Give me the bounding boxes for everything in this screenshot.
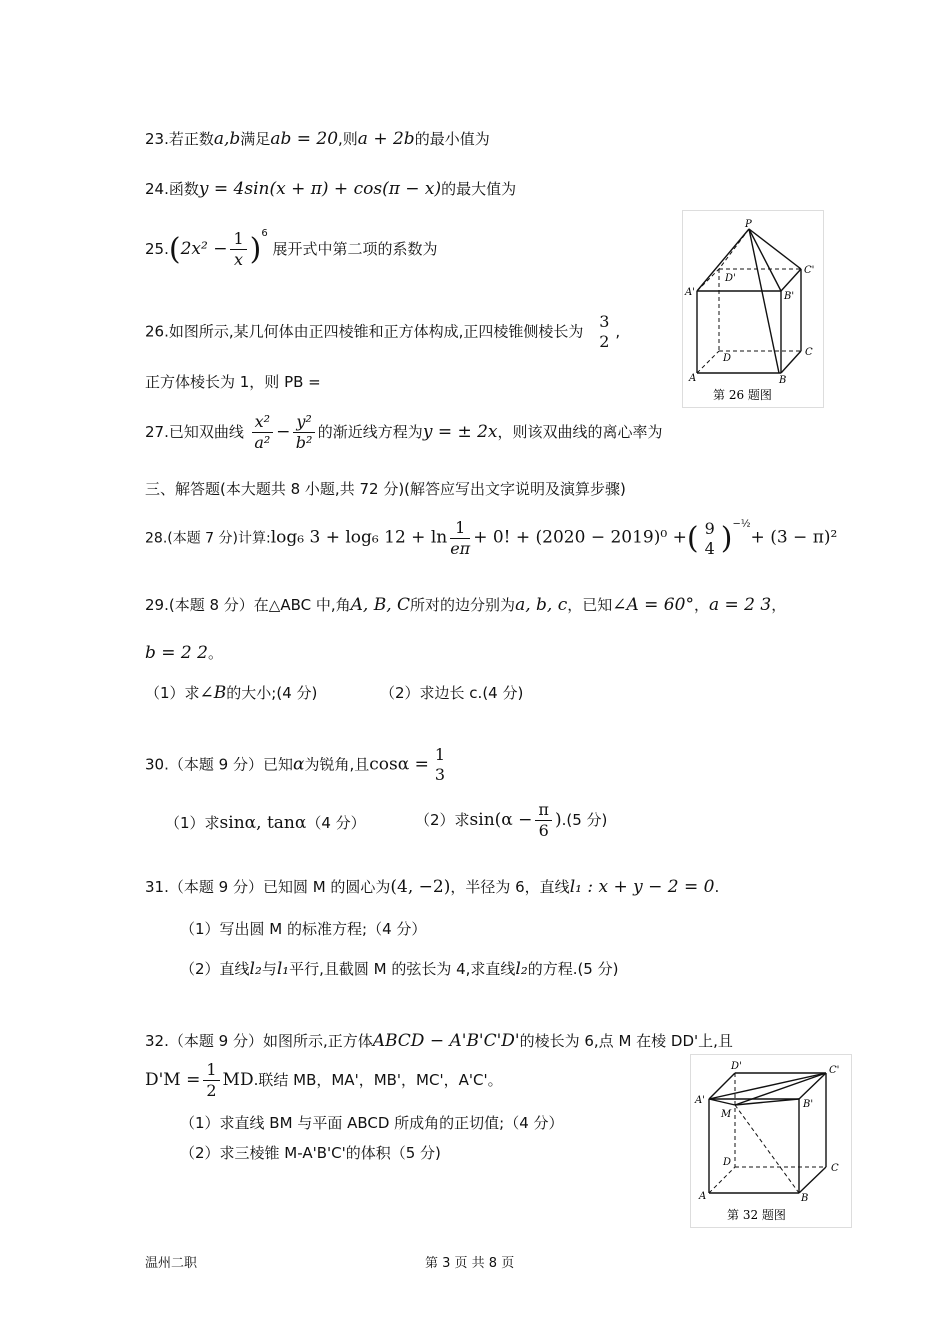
question-31 [145,876,719,897]
text: 的棱长为 6,点 M 在棱 DD'上,且 [519,1032,733,1050]
numerator: π [535,800,552,821]
paren-close: ) [720,521,733,556]
denominator: 2 [599,332,610,351]
figure-caption: 第 26 题图 [713,388,772,402]
numerator: x² [252,412,273,433]
text: （2）直线 [180,960,250,978]
fraction-x [252,412,273,453]
text: .联结 MB，MA'，MB'，MC'，A'C'。 [253,1071,503,1089]
math: y = ± 2x [422,422,498,442]
question-number: 25. [145,240,169,258]
label-a1: A' [695,1095,705,1106]
question-30-part1 [165,812,366,833]
label-b1: B' [803,1099,814,1110]
text: 若正数 [168,130,214,148]
question-32 [145,1030,733,1051]
label-d1: D' [725,273,736,284]
label-c: C [805,347,813,358]
fraction [203,1060,219,1101]
label-b: B [779,375,787,386]
text: 与 [261,960,277,978]
question-number: 27. [145,423,169,441]
fraction [596,312,612,352]
question-28 [145,518,837,559]
question-31-part2 [180,958,618,979]
label-c1: C' [829,1065,840,1076]
question-23 [145,128,490,149]
exponent: 6 [261,228,268,239]
label-c1: C' [804,265,815,276]
text: 。 [207,644,223,662]
math: MD [222,1070,254,1090]
label-a: A [699,1191,707,1202]
label-m: M [721,1109,732,1120]
exponent: −½ [732,518,751,530]
fraction [535,800,552,841]
denominator: x [234,250,244,269]
question-29-line2 [145,642,223,663]
text: 的渐近线方程为 [317,423,423,441]
cube-diagram [691,1055,851,1227]
question-24 [145,178,516,199]
text: （4 分） [306,814,366,832]
math: l₁ [276,959,290,979]
numerator: 1 [450,518,470,539]
text: 为锐角,且 [304,755,370,774]
math: A, B, C [350,595,411,615]
label-d: D [723,353,732,364]
math: D'M = [145,1070,201,1090]
text: ，则该双曲线的离心率为 [497,423,663,441]
text: .(5 分) [561,811,608,829]
denominator: eπ [450,539,471,558]
question-27 [145,412,663,453]
question-31-part1: （1）写出圆 M 的标准方程;（4 分） [180,920,427,938]
denominator: 2 [206,1081,217,1100]
math: + (3 − π)² [750,527,838,548]
numerator: 1 [230,229,246,250]
question-number: 24. [145,180,169,198]
text: 函数 [168,180,199,198]
question-number: 32. [145,1032,169,1050]
math: ABCD − A'B'C'D' [372,1031,520,1051]
page-number: 第 3 页 共 8 页 [425,1256,515,1271]
figure-26 [682,210,824,408]
label-a1: A' [685,287,695,298]
numerator: 1 [203,1060,219,1081]
denominator: 3 [434,765,446,784]
math: (4, −2) [390,877,451,897]
question-32-part2: （2）求三棱锥 M-A'B'C'的体积（5 分) [180,1144,441,1162]
text: （本题 9 分）已知 [168,755,293,774]
text: ， [771,596,787,614]
text: (本题 7 分)计算: [167,530,271,547]
numerator: y² [293,412,314,433]
math: cosα = [369,754,429,775]
math: l₂ [249,959,262,979]
footer-left: 温州二职 [145,1256,198,1271]
question-29-part2: （2）求边长 c.(4 分) [380,684,524,702]
math: a + 2b [357,129,415,149]
numerator: 1 [434,745,446,764]
text: (本题 8 分）在△ABC 中,角 [168,596,351,614]
label-b1: B' [784,291,795,302]
label-d1: D' [731,1061,742,1072]
text: 展开式中第二项的系数为 [272,240,438,258]
question-30 [145,745,451,785]
math: ∠A = 60° [612,595,694,615]
math: 2x² − [180,239,228,259]
math: α [292,754,305,775]
math: + 0! + (2020 − 2019)⁰ + [473,527,687,548]
math: a, b, c [515,595,568,615]
fraction [230,229,246,270]
text: 的最小值为 [414,130,490,148]
math: sin(α − [469,810,533,830]
paren-open: ( [686,521,699,556]
question-number: 31. [145,878,169,896]
figure-32 [690,1054,852,1228]
question-32-part1: （1）求直线 BM 与平面 ABCD 所成角的正切值;（4 分） [180,1114,564,1132]
label-a: A [689,373,697,384]
math: y = 4sin(x + π) + cos(π − x) [198,179,442,199]
minus: − [276,422,291,442]
section-heading: 三、解答题(本大题共 8 小题,共 72 分)(解答应写出文字说明及演算步骤) [145,480,626,498]
question-number: 28. [145,530,168,547]
text: . [714,878,720,896]
text: , [615,322,621,341]
text: 的大小;(4 分) [226,684,318,702]
denominator: a² [254,433,271,452]
fraction [450,518,470,559]
label-c: C [831,1163,839,1174]
math: b = 2 2 [145,643,208,663]
question-30-part2 [415,800,607,841]
label-p: P [745,219,752,230]
text: 已知双曲线 [168,423,244,441]
question-number: 26. [145,322,169,341]
question-29-part1 [145,682,317,703]
question-number: 23. [145,130,169,148]
denominator: 6 [538,821,549,840]
paren-open: ( [168,232,181,267]
text: ，已知 [567,596,613,614]
text: （本题 9 分）如图所示,正方体 [168,1032,373,1050]
denominator: 4 [704,538,715,558]
numerator: 9 [704,518,715,538]
pyramid-cube-diagram [683,211,823,407]
fraction [702,519,718,559]
text: （1）求 [145,684,200,702]
text: ，半径为 6，直线 [450,878,570,896]
denominator: b² [295,433,313,452]
text: （2）求 [415,811,470,829]
text: （1）求 [165,814,220,832]
text: 的最大值为 [441,180,517,198]
label-d: D [723,1157,732,1168]
text: 的方程.(5 分) [527,960,619,978]
math: log₆ 3 + log₆ 12 + ln [270,527,448,548]
question-number: 30. [145,755,169,774]
question-32-line2 [145,1060,503,1101]
math: a,b [213,129,241,149]
text: 平行,且截圆 M 的弦长为 4,求直线 [289,960,516,978]
label-b: B [801,1193,809,1204]
math: ∠B [199,683,227,703]
text: 满足 [240,130,271,148]
question-26-line2: 正方体棱长为 1，则 PB = [145,373,321,391]
question-25 [145,228,438,270]
math: sinα, tanα [219,813,307,833]
fraction [432,745,448,785]
math: l₁ : x + y − 2 = 0 [569,877,715,897]
text: （本题 9 分）已知圆 M 的圆心为 [168,878,391,896]
text: ,则 [338,130,358,148]
numerator: 3 [599,312,610,331]
question-number: 29. [145,596,169,614]
text: 所对的边分别为 [410,596,516,614]
math: ) [554,810,562,830]
text: ， [693,596,709,614]
question-26 [145,312,620,352]
math: ab = 20 [270,129,339,149]
paren-close: ) [249,232,262,267]
math: a = 2 3 [708,595,772,615]
math: l₂ [515,959,528,979]
question-29 [145,594,786,615]
fraction-y [293,412,314,453]
text: 如图所示,某几何体由正四棱锥和正方体构成,正四棱锥侧棱长为 [168,322,584,341]
figure-caption: 第 32 题图 [727,1208,786,1222]
